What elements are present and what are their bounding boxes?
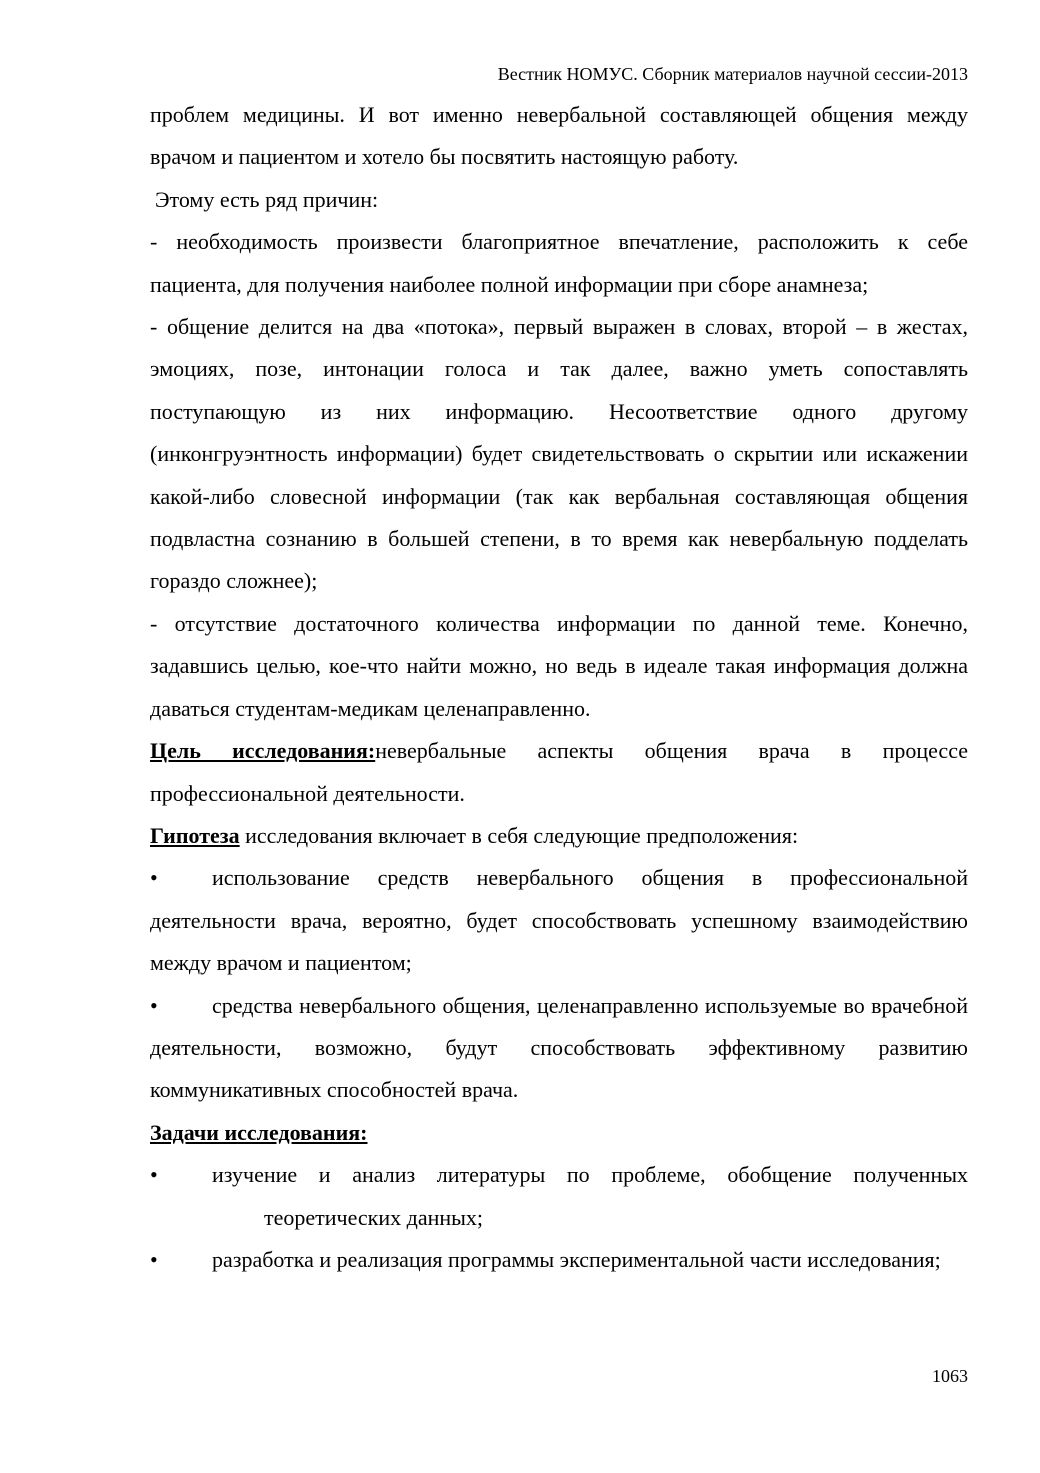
goal-label: Цель исследования:	[150, 738, 376, 764]
paragraph-hypothesis	[150, 815, 968, 857]
page-number: 1063	[932, 1366, 968, 1386]
paragraph-reason-1: - необходимость произвести благоприятное впечатление, расположить к себе пациента, для получения наиболее полной информации при сборе анамнеза;	[150, 229, 968, 297]
hypothesis-bullet-2	[150, 985, 968, 1112]
paragraph-intro: проблем медицины. И вот именно невербальной составляющей общения между врачом и пациентом и хотело бы посвятить настоящую работу.	[150, 102, 968, 170]
bullet-icon: •	[150, 992, 158, 1018]
task-bullet-1	[150, 1154, 968, 1239]
hypothesis-bullet-1	[150, 857, 968, 984]
tasks-label: Задачи исследования:	[150, 1119, 368, 1145]
bullet-icon: •	[150, 1162, 158, 1188]
page-body	[150, 94, 968, 1281]
hypothesis-label: Гипотеза	[150, 822, 240, 848]
hypothesis-text: исследования включает в себя следующие предположения:	[239, 822, 799, 848]
bullet-icon: •	[150, 865, 158, 891]
task-bullet-1-text-a: изучение и анализ литературы по проблеме, обобщение полученных	[212, 1162, 968, 1188]
paragraph-reasons-lead: Этому есть ряд причин:	[155, 186, 379, 212]
hypothesis-bullet-2-text: средства невербального общения, целенаправленно используемые во врачебной деятельности, возможно, будут способствовать эффективному развитию коммуникативных способностей врача.	[150, 992, 968, 1103]
paragraph-goal	[150, 730, 968, 815]
goal-text: невербальные аспекты общения врача в процессе профессиональной деятельности.	[150, 738, 968, 806]
running-header: Вестник НОМУС. Сборник материалов научной сессии-2013	[497, 64, 968, 84]
task-bullet-1-text-b: теоретических данных;	[264, 1204, 484, 1230]
paragraph-reason-2: - общение делится на два «потока», первый выражен в словах, второй – в жестах, эмоциях, позе, интонации голоса и так далее, важно уметь сопоставлять поступающую из них информацию. Несоответствие одного другому (инконгруэнтность информации) будет свидетельствовать о скрытии или искажении какой-либо словесной информации (так как вербальная составляющая общения подвластна сознанию в большей степени, в то время как невербальную подделать гораздо сложнее);	[150, 314, 968, 594]
task-bullet-2	[150, 1239, 968, 1281]
tasks-heading	[150, 1112, 968, 1154]
task-bullet-2-text: разработка и реализация программы экспериментальной части исследования;	[212, 1246, 941, 1272]
hypothesis-bullet-1-text: использование средств невербального общения в профессиональной деятельности врача, вероятно, будет способствовать успешному взаимодействию между врачом и пациентом;	[150, 865, 968, 976]
paragraph-reason-3: - отсутствие достаточного количества информации по данной теме. Конечно, задавшись целью, кое-что найти можно, но ведь в идеале такая информация должна даваться студентам-медикам целенаправленно.	[150, 610, 968, 721]
bullet-icon: •	[150, 1246, 158, 1272]
